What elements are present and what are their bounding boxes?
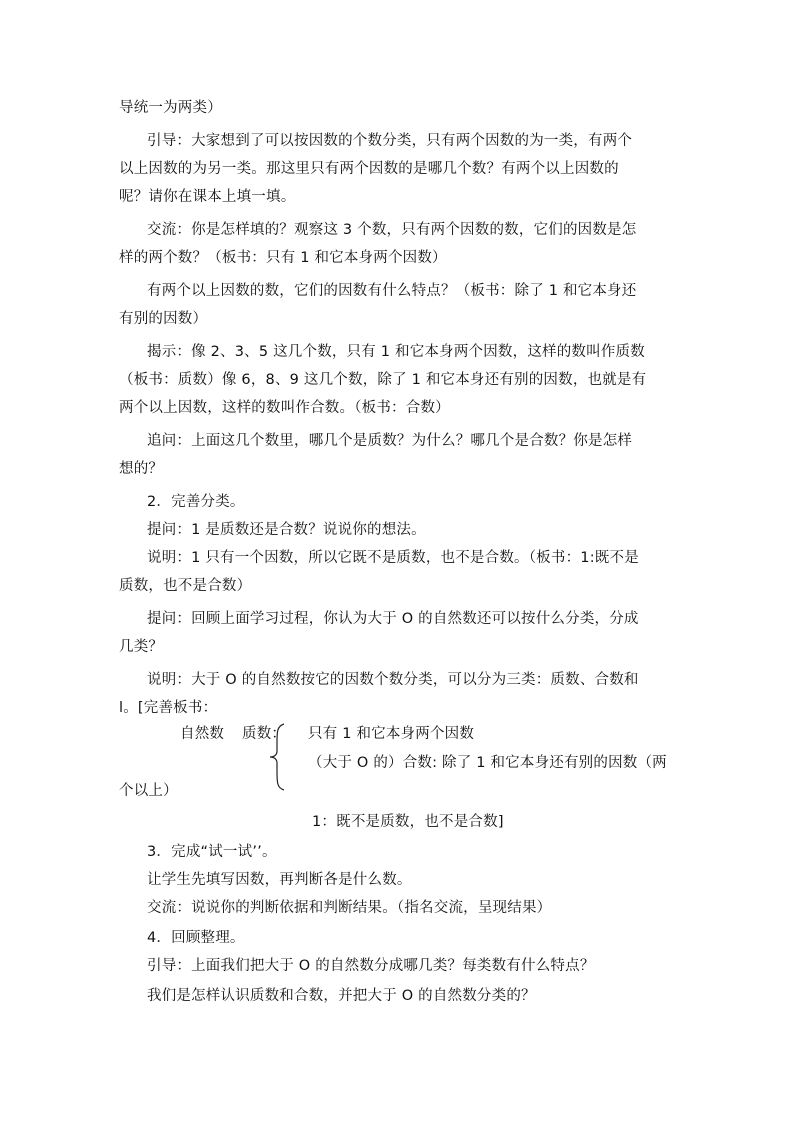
text-line: 4．回顾整理。 <box>147 930 245 946</box>
text-line: 2．完善分类。 <box>147 494 245 510</box>
text-line: 样的两个数？（板书：只有 1 和它本身两个因数） <box>119 250 447 266</box>
text-line: 说明：大于 O 的自然数按它的因数个数分类，可以分为三类：质数、合数和 <box>147 672 639 688</box>
text-line: 引导：大家想到了可以按因数的个数分类，只有两个因数的为一类，有两个 <box>147 133 633 149</box>
text-line: 质数，也不是合数） <box>119 578 252 594</box>
board-composite-cont: 个以上） <box>119 783 178 799</box>
text-line: 追问：上面这几个数里，哪几个是质数？为什么？哪几个是合数？你是怎样 <box>147 433 633 449</box>
board-left-label: 自然数 <box>180 726 225 742</box>
text-line: 说明：1 只有一个因数，所以它既不是质数，也不是合数。（板书：1:既不是 <box>147 550 639 566</box>
text-line: 有两个以上因数的数，它们的因数有什么特点？（板书：除了 1 和它本身还 <box>147 283 637 299</box>
text-line: 提问：1 是质数还是合数？说说你的想法。 <box>147 522 426 538</box>
text-line: 几类？ <box>119 639 164 655</box>
text-line: 导统一为两类） <box>119 100 222 116</box>
board-composite-line: （大于 O 的）合数: 除了 1 和它本身还有别的因数（两 <box>308 755 667 771</box>
text-line: 两个以上因数，这样的数叫作合数。（板书：合数） <box>119 400 450 416</box>
text-line: 想的？ <box>119 461 164 477</box>
text-line: 我们是怎样认识质数和合数，并把大于 O 的自然数分类的？ <box>147 988 536 1004</box>
text-line: （板书：质数）像 6，8、9 这几个数，除了 1 和它本身还有别的因数，也就是有 <box>119 372 647 388</box>
text-line: 让学生先填写因数，再判断各是什么数。 <box>147 872 412 888</box>
board-prime-label: 质数： <box>242 726 287 742</box>
text-line: 以上因数的为另一类。那这里只有两个因数的是哪几个数？有两个以上因数的 <box>119 161 619 177</box>
text-line: 引导：上面我们把大于 O 的自然数分成哪几类？每类数有什么特点？ <box>147 958 595 974</box>
text-line: 交流：说说你的判断依据和判断结果。（指名交流，呈现结果） <box>147 900 552 916</box>
brace-icon <box>268 722 288 792</box>
text-line: 交流：你是怎样填的？观察这 3 个数，只有两个因数的数，它们的因数是怎 <box>147 222 637 238</box>
text-line: 3．完成“试一试’’。 <box>147 844 277 860</box>
text-line: 提问：回顾上面学习过程，你认为大于 O 的自然数还可以按什么分类，分成 <box>147 611 639 627</box>
board-one-line: 1：既不是质数，也不是合数] <box>312 814 504 830</box>
text-line: 揭示：像 2、3、5 这几个数，只有 1 和它本身两个因数，这样的数叫作质数 <box>147 344 645 360</box>
text-line: 有别的因数） <box>119 311 208 327</box>
text-line: 呢？请你在课本上填一填。 <box>119 189 296 205</box>
text-line: l。[完善板书： <box>119 700 218 716</box>
board-prime-desc: 只有 1 和它本身两个因数 <box>308 726 475 742</box>
